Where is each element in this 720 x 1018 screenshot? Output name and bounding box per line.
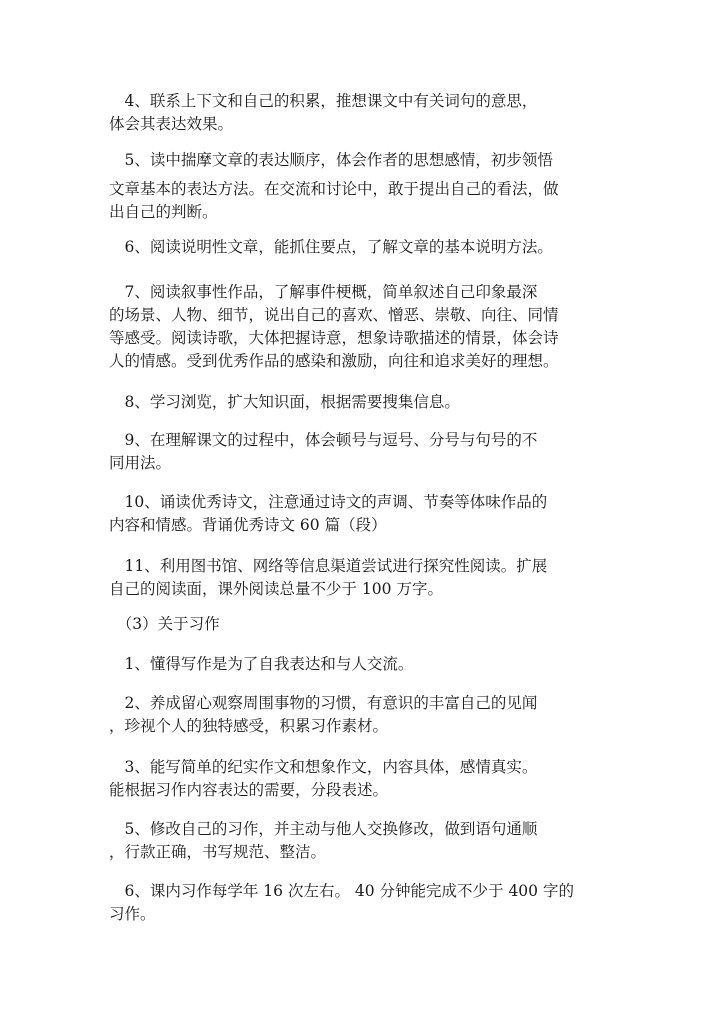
text-line: 9、在理解课文的过程中，体会顿号与逗号、分号与句号的不 xyxy=(109,431,538,449)
text-line: 内容和情感。背诵优秀诗文 60 篇（段） xyxy=(109,516,387,534)
text-line: 出自己的判断。 xyxy=(109,203,218,221)
text-line: 同用法。 xyxy=(109,454,172,472)
paragraph-writing-1 xyxy=(109,653,579,676)
text-line: 10、诵读优秀诗文，注意通过诗文的声调、节奏等体味作品的 xyxy=(109,493,548,511)
text-line: 人的情感。受到优秀作品的感染和激励，向往和追求美好的理想。 xyxy=(109,352,559,370)
text-line: 文章基本的表达方法。在交流和讨论中，敢于提出自己的看法，做 xyxy=(109,180,559,198)
text-line: ，珍视个人的独特感受，积累习作素材。 xyxy=(109,717,389,735)
text-line: 6、阅读说明性文章，能抓住要点，了解文章的基本说明方法。 xyxy=(109,238,553,256)
paragraph-item-6 xyxy=(109,236,579,259)
text-line: （3）关于习作 xyxy=(109,615,220,633)
section-heading xyxy=(109,613,579,636)
text-line: 体会其表达效果。 xyxy=(109,115,234,133)
text-line: 5、修改自己的习作，并主动与他人交换修改，做到语句通顺 xyxy=(109,820,538,838)
paragraph-writing-2 xyxy=(109,692,579,738)
text-line: 等感受。阅读诗歌，大体把握诗意，想象诗歌描述的情景，体会诗 xyxy=(109,329,559,347)
text-line: 4、联系上下文和自己的积累，推想课文中有关词句的意思， xyxy=(109,92,538,110)
paragraph-item-11 xyxy=(109,555,579,601)
paragraph-item-10 xyxy=(109,491,579,537)
text-line: 能根据习作内容表达的需要，分段表述。 xyxy=(109,781,389,799)
text-line: 3、能写简单的纪实作文和想象作文，内容具体，感情真实。 xyxy=(109,758,538,776)
text-line: 习作。 xyxy=(109,905,156,923)
paragraph-item-7 xyxy=(109,281,579,373)
text-line: 自己的阅读面，课外阅读总量不少于 100 万字。 xyxy=(109,580,443,598)
text-line: 8、学习浏览，扩大知识面，根据需要搜集信息。 xyxy=(109,393,460,411)
text-line: 2、养成留心观察周围事物的习惯，有意识的丰富自己的见闻 xyxy=(109,694,538,712)
text-line: 的场景、人物、细节，说出自己的喜欢、憎恶、崇敬、向往、同情 xyxy=(109,306,559,324)
paragraph-writing-3 xyxy=(109,756,579,802)
text-line: 7、阅读叙事性作品，了解事件梗概，简单叙述自己印象最深 xyxy=(109,283,538,301)
paragraph-item-9 xyxy=(109,429,579,475)
text-line: 5、读中揣摩文章的表达顺序，体会作者的思想感情，初步领悟 xyxy=(109,151,553,169)
text-line: 6、课内习作每学年 16 次左右。 40 分钟能完成不少于 400 字的 xyxy=(109,882,574,900)
text-line: ，行款正确，书写规范、整洁。 xyxy=(109,843,327,861)
text-line: 1、懂得写作是为了自我表达和与人交流。 xyxy=(109,655,414,673)
paragraph-item-4 xyxy=(109,90,579,136)
paragraph-writing-5 xyxy=(109,818,579,864)
paragraph-item-5 xyxy=(109,149,579,224)
paragraph-item-8 xyxy=(109,391,579,414)
text-line: 11、利用图书馆、网络等信息渠道尝试进行探究性阅读。扩展 xyxy=(109,557,548,575)
paragraph-writing-6 xyxy=(109,880,579,926)
